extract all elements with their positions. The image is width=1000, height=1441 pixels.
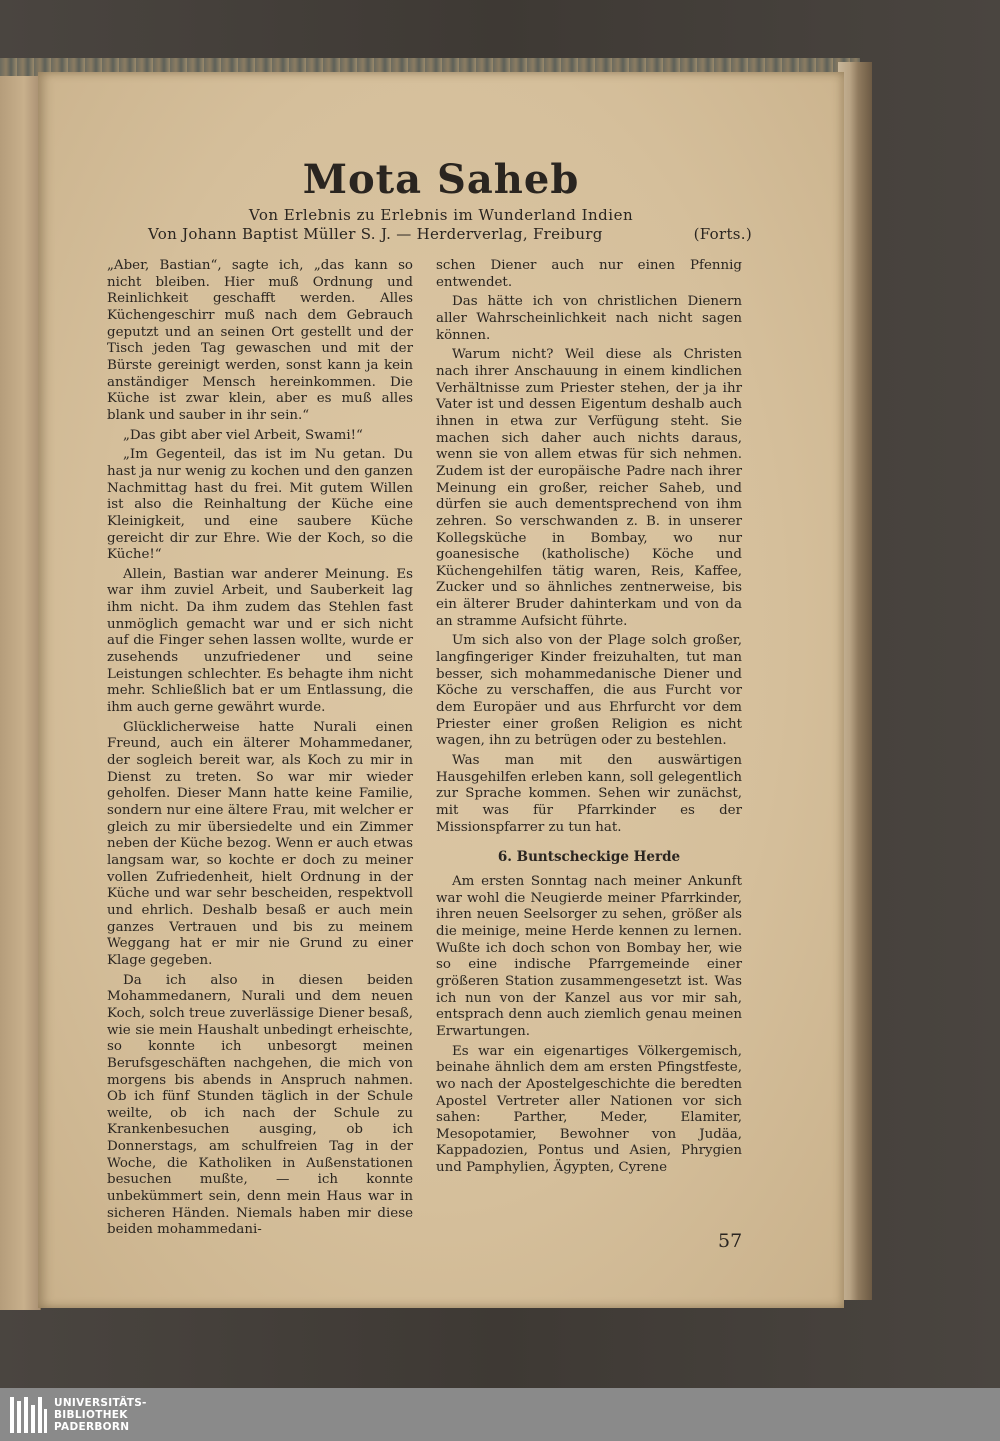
paragraph: „Das gibt aber viel Arbeit, Swami!“ (123, 427, 363, 443)
library-name-line: BIBLIOTHEK (54, 1408, 128, 1421)
byline (148, 225, 752, 243)
section-heading: 6. Buntscheckige Herde (497, 849, 681, 866)
paragraph: Am ersten Sonntag nach meiner Ankunft war wohl die Neugierde meiner Pfarrkinder, ihren neuen Seelsorger zu sehen, größer als die meinige, meine Herde kennen zu lernen. Wußte ich doch schon von Bombay her, wie so eine indische Pfarrgemeinde einer größeren Station zusammengesetzt ist. Was ich nun von der Kanzel aus vor mir sah, entsprach denn auch ziemlich genau meinen Erwartungen. (436, 873, 742, 1039)
previous-page-edge (0, 70, 41, 1310)
continued-marker: (Forts.) (693, 225, 752, 243)
paragraph: „Im Gegenteil, das ist im Nu getan. Du hast ja nur wenig zu kochen und den ganzen Nachmittag hast du frei. Mit gutem Willen ist also die Reinhaltung der Küche eine Kleinigkeit, und eine saubere Küche gereicht dir zur Ehre. Wie der Koch, so die Küche!“ (107, 447, 413, 563)
paragraph: schen Diener auch nur einen Pfennig entwendet. (436, 258, 742, 290)
paragraph: Allein, Bastian war anderer Meinung. Es war ihm zuviel Arbeit, und Sauberkeit lag ihm nicht. Da ihm zudem das Stehlen fast unmöglich gemacht war und er sich nicht auf die Finger sehen lassen wollte, wurde er zusehends unzufriedener und seine Leistungen schlechter. Es behagte ihm nicht mehr. Schließlich bat er um Entlassung, die ihm auch gerne gewährt wurde. (107, 566, 413, 716)
article-title: Mota Saheb (302, 156, 580, 203)
paragraph: Es war ein eigenartiges Völkergemisch, beinahe ähnlich dem am ersten Pfingstfeste, wo nach der Apostelgeschichte die beredten Apostel Vertreter aller Nationen vor sich sahen: Parther, Meder, Elamiter, Mesopotamier, Bewohner von Judäa, Kappadozien, Pontus und Asien, Phrygien und Pamphylien, Ägypten, Cyrene (436, 1043, 742, 1176)
library-logo-icon (6, 1393, 50, 1437)
author-line: Von Johann Baptist Müller S. J. — Herderverlag, Freiburg (148, 225, 603, 243)
book-page (38, 72, 844, 1308)
paragraph: Da ich also in diesen beiden Mohammedanern, Nurali und dem neuen Koch, solch treue zuverlässige Diener besaß, wie sie mein Haushalt unbedingt erheischte, so konnte ich unbesorgt meinen Berufsgeschäften nachgehen, die mich von morgens bis abends in Anspruch nahmen. Ob ich fünf Stunden täglich in der Schule weilte, ob ich nach der Schule zu Krankenbesuchen ausging, ob ich Donnerstags, am schulfreien Tag in der Woche, die Katholiken in Außenstationen besuchen mußte, — ich konnte unbekümmert sein, denn mein Haus war in sicheren Händen. Niemals haben mir diese beiden mohammedani- (107, 972, 413, 1238)
paragraph: „Aber, Bastian“, sagte ich, „das kann so nicht bleiben. Hier muß Ordnung und Reinlichkeit geschafft werden. Alles Küchengeschirr muß nach dem Gebrauch geputzt und an seinen Ort gestellt und der Tisch jeden Tag gewaschen und mit der Bürste gereinigt werden, sonst kann ja kein anständiger Mensch hereinkommen. Die Küche ist zwar klein, aber es muß alles blank und sauber in ihr sein.“ (107, 258, 413, 423)
library-footer (0, 1388, 1000, 1441)
article-subtitle: Von Erlebnis zu Erlebnis im Wunderland Indien (248, 206, 634, 224)
left-column (107, 258, 413, 1242)
page-number: 57 (718, 1230, 743, 1252)
paragraph: Warum nicht? Weil diese als Christen nach ihrer Anschauung in einem kindlichen Verhältnisse zum Priester stehen, der ja ihr Vater ist und dessen Eigentum deshalb auch ihnen in etwa zur Verfügung steht. Sie machen sich daher auch nichts daraus, wenn sie von allem etwas für sich nehmen. Zudem ist der europäische Padre nach ihrer Meinung ein großer, reicher Saheb, und dürfen sie auch dementsprechend von ihm zehren. So verschwanden z. B. in unserer Kollegsküche in Bombay, wo nur goanesische (katholische) Köche und Küchengehilfen tätig waren, Reis, Kaffee, Zucker und so ähnliches zentnerweise, bis ein älterer Bruder dahinterkam und von da an stramme Aufsicht führte. (436, 347, 742, 629)
paragraph: Das hätte ich von christlichen Dienern aller Wahrscheinlichkeit nach nicht sagen können. (436, 294, 742, 343)
library-name (54, 1397, 147, 1433)
paragraph: Um sich also von der Plage solch großer, langfingeriger Kinder freizuhalten, tut man besser, sich mohammedanische Diener und Köche zu verschaffen, die aus Furcht vor dem Europäer und aus Ehrfurcht vor dem Priester einer großen Religion es nicht wagen, ihn zu betrügen oder zu bestehlen. (436, 633, 742, 749)
paragraph: Was man mit den auswärtigen Hausgehilfen erleben kann, soll gelegentlich zur Sprache kommen. Sehen wir zunächst, mit was für Pfarrkinder es der Missionspfarrer zu tun hat. (436, 753, 742, 835)
paragraph: Glücklicherweise hatte Nurali einen Freund, auch ein älterer Mohammedaner, der sogleich bereit war, als Koch zu mir in Dienst zu treten. So war mir wieder geholfen. Dieser Mann hatte keine Familie, sondern nur eine ältere Frau, mit welcher er gleich zu mir übersiedelte und ein Zimmer neben der Küche bezog. Wenn er auch etwas langsam war, so kochte er doch zu meiner vollen Zufriedenheit, hielt Ordnung in der Küche und war sehr bescheiden, respektvoll und ehrlich. Deshalb besaß er auch mein ganzes Vertrauen und bis zu meinem Weggang hat er mir nie Grund zu einer Klage gegeben. (107, 719, 413, 968)
library-name-line: PADERBORN (54, 1420, 130, 1433)
right-column (436, 258, 742, 1180)
library-name-line: UNIVERSITÄTS- (54, 1396, 147, 1409)
